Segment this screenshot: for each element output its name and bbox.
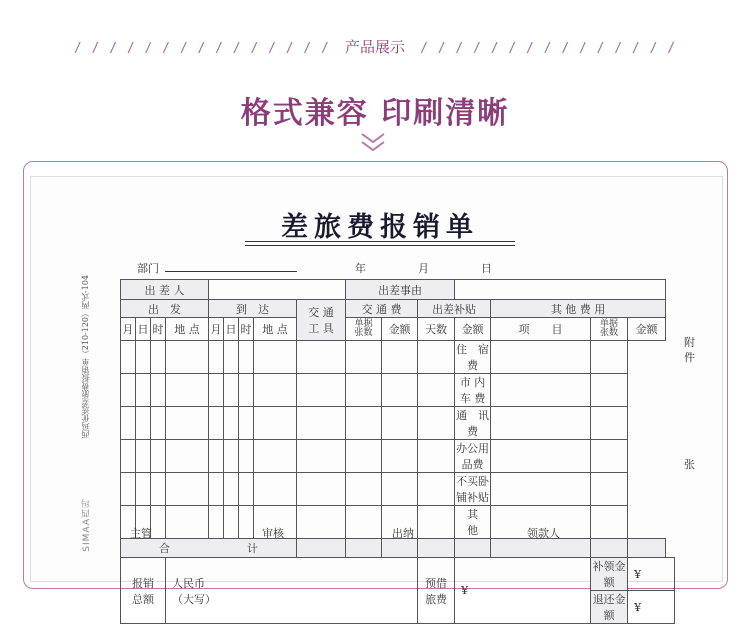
banner-tag-row	[0, 36, 750, 56]
doc-count-2: 张数	[600, 328, 619, 338]
arrive-header: 到 达	[209, 300, 297, 318]
arrive-hour: 时	[239, 318, 254, 341]
return-label: 退还金额	[591, 591, 628, 624]
arrive-day: 日	[224, 318, 239, 341]
reason-value	[455, 280, 666, 300]
advance-label	[418, 558, 455, 624]
footer-manager: 主管	[130, 527, 152, 540]
dept-label: 部门	[137, 262, 159, 275]
traveler-value	[209, 280, 346, 300]
transport-header-1: 交 通	[308, 306, 334, 319]
total-label-2: 计	[247, 542, 258, 555]
other-item-0: 住 宿 费	[455, 341, 491, 374]
table-row	[121, 473, 675, 506]
decor-slashes-right: / / / / / / / / / / / / / / /	[420, 41, 677, 56]
other-item-1: 市 内 车 费	[455, 374, 491, 407]
other-header: 其 他 费 用	[491, 300, 666, 318]
reason-label: 出差事由	[346, 280, 455, 300]
sum-label-2: 总额	[132, 592, 154, 606]
refund-label: 补领金额	[591, 558, 628, 591]
date-year-label: 年	[355, 262, 366, 275]
other-item-4: 不买卧铺补贴	[455, 473, 491, 506]
side-sheet: 张	[684, 458, 695, 471]
form-title: 差旅费报销单	[281, 212, 479, 243]
footer-cashier: 出纳	[392, 527, 414, 540]
traveler-label: 出 差 人	[121, 280, 209, 300]
table-row	[121, 374, 675, 407]
depart-header: 出 发	[121, 300, 209, 318]
expense-table	[120, 279, 675, 624]
fee-count-1: 单据	[354, 318, 373, 329]
advance-label-1: 预借	[425, 576, 448, 590]
transport-header	[297, 300, 346, 341]
title-underline	[245, 241, 515, 242]
chevron-down-icon	[360, 130, 386, 154]
rmb-label: 人民币	[172, 576, 205, 590]
banner-tag: 产品展示	[344, 38, 405, 56]
table-row	[121, 440, 675, 473]
footer-payee: 领款人	[527, 527, 560, 540]
return-value: ¥	[628, 591, 675, 624]
days-header: 天数	[418, 318, 455, 341]
sum-label-1: 报销	[132, 576, 154, 590]
fee-amount-header: 金额	[382, 318, 418, 341]
form-code-text: 西玛优选差旅费报销单（210-120）两式-104	[81, 275, 90, 439]
other-item-5: 其 他	[455, 506, 491, 539]
other-amount-header: 金额	[628, 318, 666, 341]
capital-label: （大写）	[172, 592, 216, 606]
item-header: 项 目	[491, 318, 591, 341]
total-label	[121, 539, 297, 558]
date-month-label: 月	[418, 262, 429, 275]
allowance-header: 出差补贴	[418, 300, 491, 318]
refund-value: ¥	[628, 558, 675, 591]
doc-count-1: 单据	[600, 318, 619, 329]
arrive-month: 月	[209, 318, 224, 341]
doc-count-header	[591, 318, 628, 341]
arrive-place: 地 点	[254, 318, 297, 341]
depart-hour: 时	[151, 318, 166, 341]
depart-day: 日	[136, 318, 151, 341]
fee-header: 交 通 费	[346, 300, 418, 318]
dept-line	[165, 271, 297, 272]
advance-label-2: 旅费	[425, 592, 448, 606]
depart-month: 月	[121, 318, 136, 341]
allowance-amount-header: 金额	[455, 318, 491, 341]
side-attach-2: 件	[684, 351, 695, 364]
banner-headline: 格式兼容 印刷清晰	[240, 96, 510, 131]
sum-label	[121, 558, 166, 624]
sum-capital-field	[166, 558, 418, 624]
table-row	[121, 341, 675, 374]
side-attach-1: 附	[684, 336, 695, 349]
fee-count-header	[346, 318, 382, 341]
table-row	[121, 407, 675, 440]
advance-value: ¥	[455, 558, 591, 624]
other-item-3: 办公用品费	[455, 440, 491, 473]
total-label-1: 合	[159, 542, 170, 555]
depart-place: 地 点	[166, 318, 209, 341]
brand-text: SIMAA西玛	[82, 498, 92, 552]
fee-count-2: 张数	[354, 328, 373, 338]
footer-review: 审核	[262, 527, 284, 540]
title-underline-2	[245, 245, 515, 246]
transport-header-2: 工 具	[308, 322, 334, 335]
other-item-2: 通 讯 费	[455, 407, 491, 440]
date-day-label: 日	[481, 262, 492, 275]
decor-slashes-left: / / / / / / / / / / / / / / /	[73, 41, 330, 56]
